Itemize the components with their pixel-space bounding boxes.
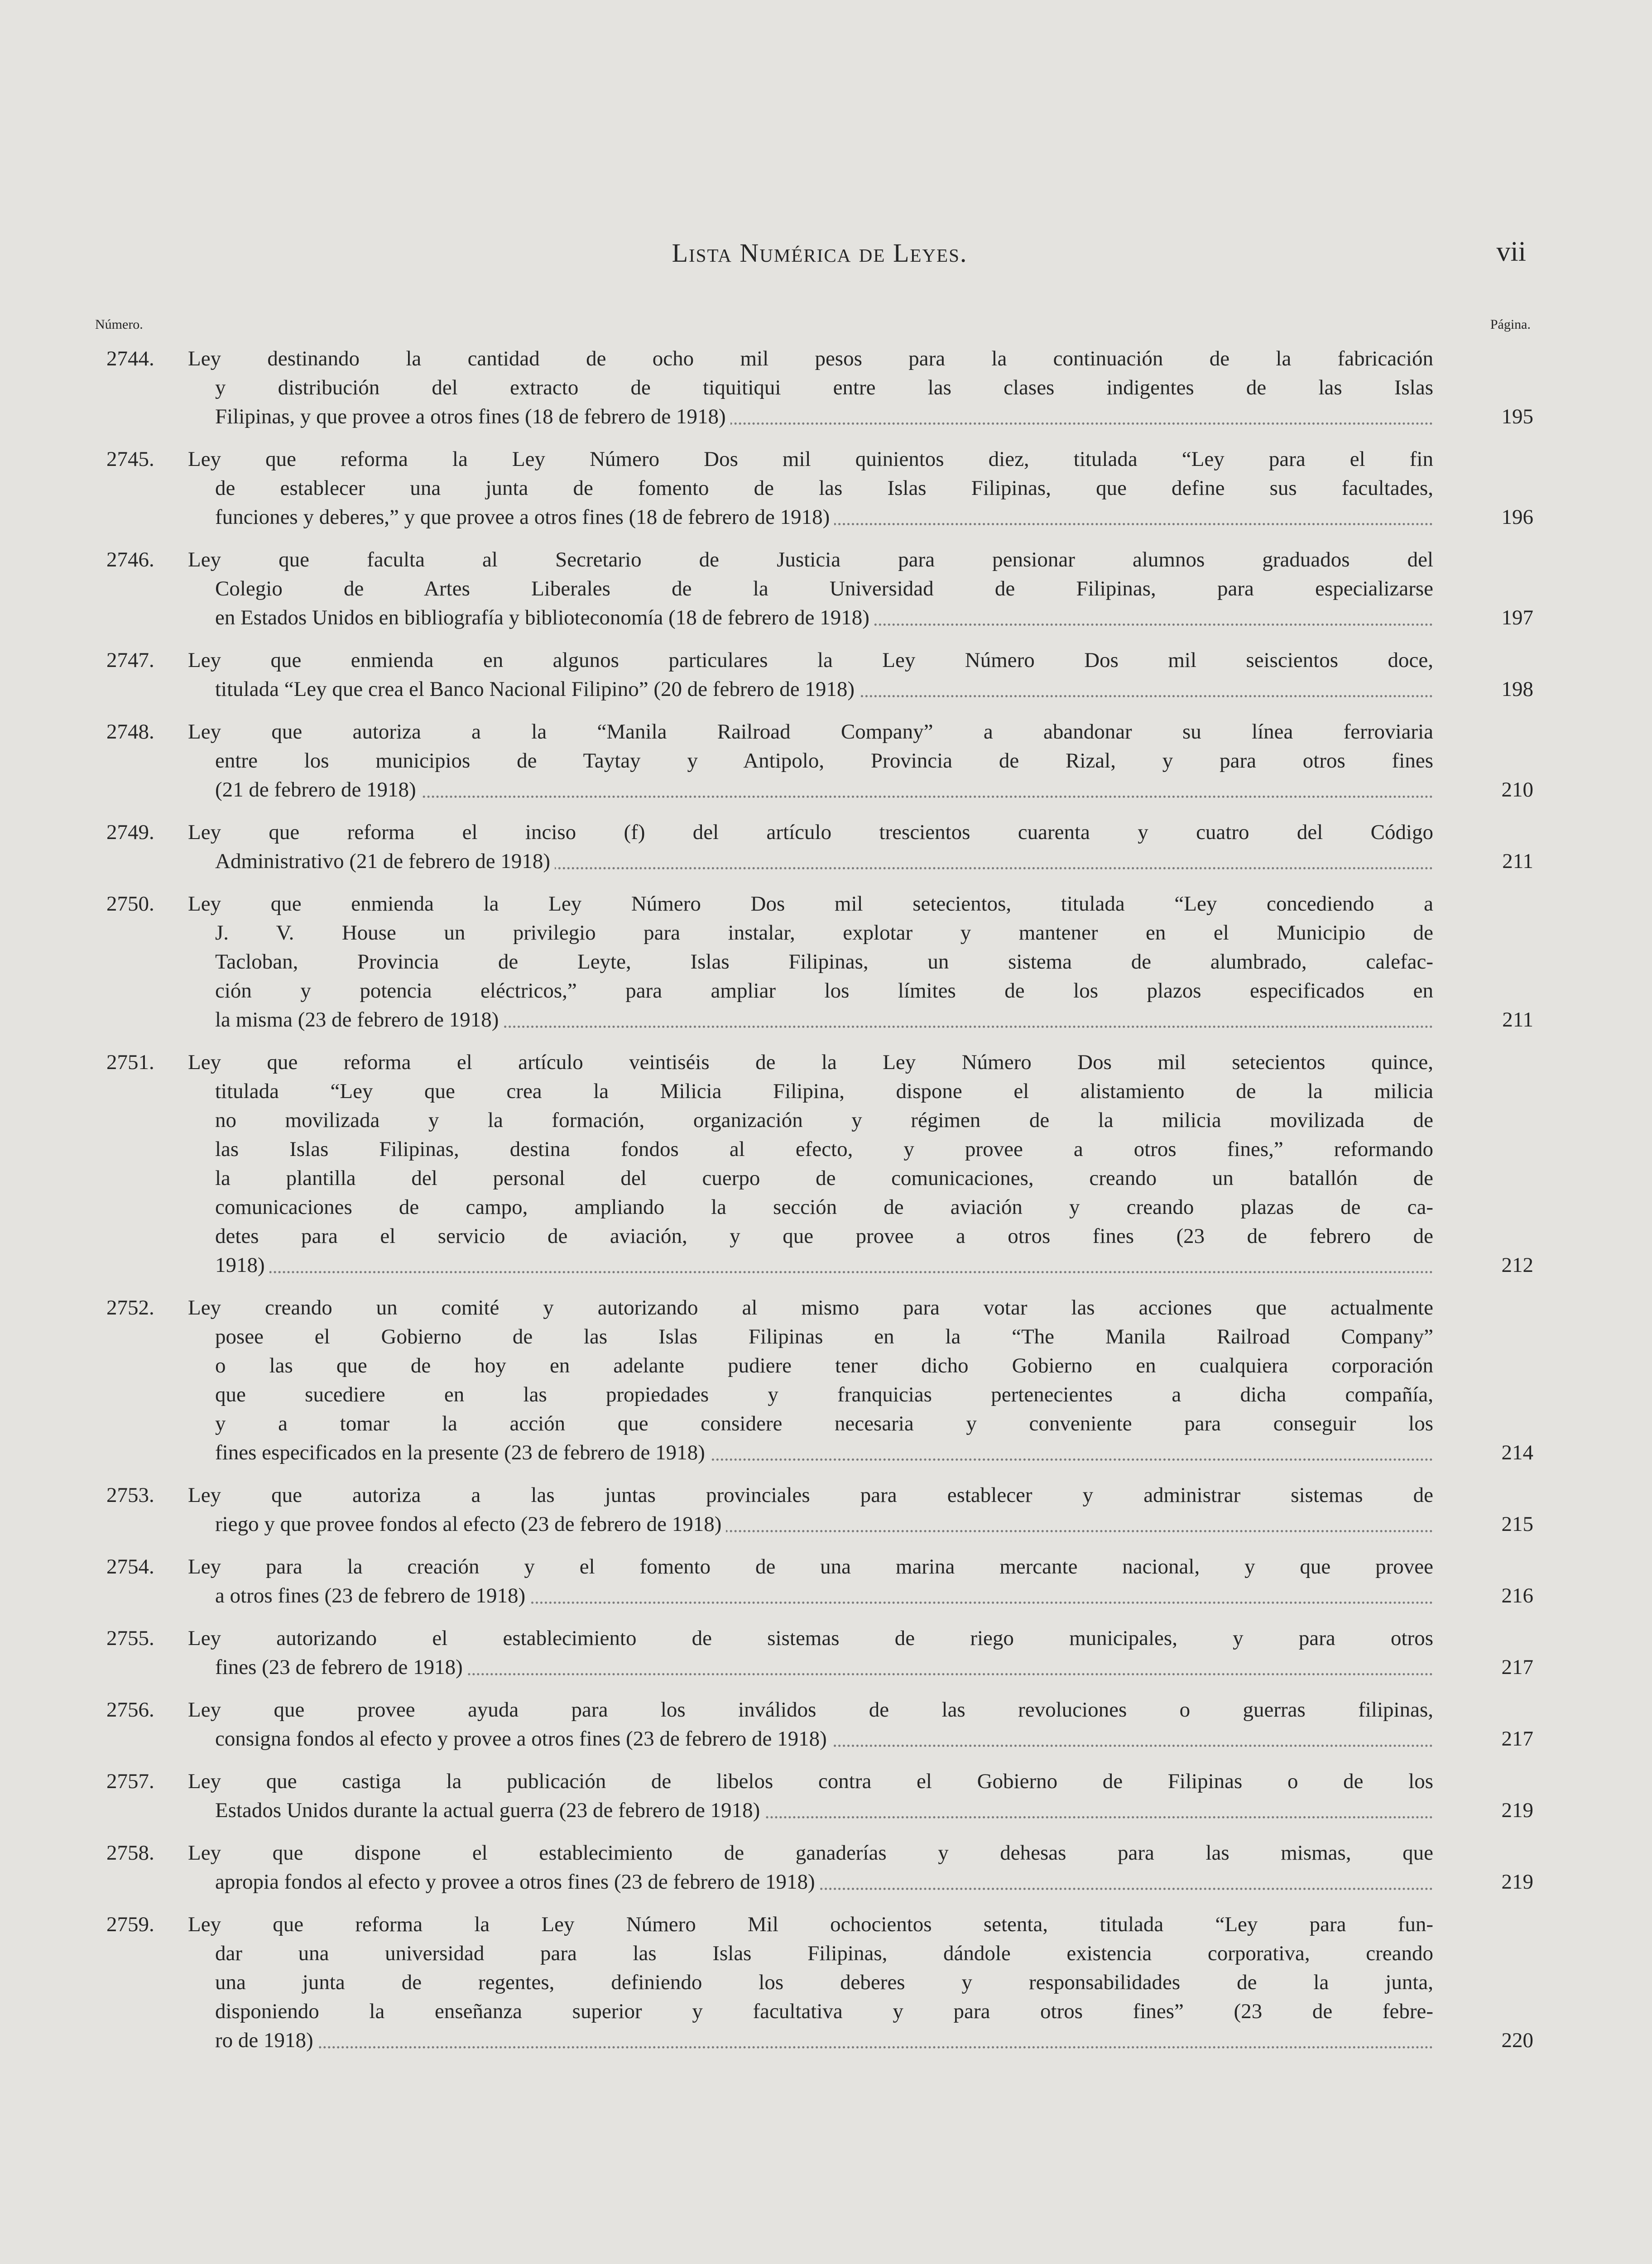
law-title-line	[215, 1164, 1433, 1193]
law-title-text: Ley que enmienda en algunos particulares la Ley Número Dos mil seiscientos doce,	[188, 648, 1433, 672]
law-title-line	[215, 1380, 1433, 1409]
law-entry	[0, 1293, 1652, 1467]
law-entry	[0, 1838, 1652, 1896]
law-title-line	[215, 1653, 1433, 1682]
law-title-text: Ley que autoriza a la “Manila Railroad Company” a abandonar su línea ferroviaria	[188, 720, 1433, 743]
law-title-line	[188, 1910, 1433, 1939]
law-page-number: 217	[1501, 1655, 1533, 1679]
law-title-line	[215, 775, 1433, 804]
law-entry	[0, 646, 1652, 704]
law-entry	[0, 1767, 1652, 1825]
law-title-line	[188, 1695, 1433, 1724]
law-title-line	[188, 1624, 1433, 1653]
law-number: 2756.	[106, 1698, 154, 1722]
law-title-line	[215, 1222, 1433, 1251]
law-title-text: no movilizada y la formación, organización y régimen de la milicia movilizada de	[215, 1108, 1433, 1132]
law-number: 2757.	[106, 1770, 154, 1793]
law-title-line	[215, 918, 1433, 947]
law-title-line	[215, 1997, 1433, 2026]
law-page-number: 197	[1501, 606, 1533, 629]
law-title-text: apropia fondos al efecto y provee a otros fines (23 de febrero de 1918)	[215, 1870, 820, 1894]
law-title-text: que sucediere en las propiedades y franquicias pertenecientes a dicha compañía,	[215, 1383, 1433, 1406]
law-title-text: la misma (23 de febrero de 1918)	[215, 1008, 503, 1031]
law-title-line	[215, 1968, 1433, 1997]
law-title-line	[215, 675, 1433, 704]
law-page-number: 211	[1502, 1008, 1533, 1031]
law-title-line	[215, 1106, 1433, 1135]
law-title-line	[215, 1193, 1433, 1222]
law-number: 2755.	[106, 1626, 154, 1650]
law-title-line	[188, 1838, 1433, 1867]
law-title-text: Ley que autoriza a las juntas provinciales para establecer y administrar sistemas de	[188, 1483, 1433, 1507]
law-title-line	[215, 474, 1433, 503]
law-title-line	[215, 1939, 1433, 1968]
law-title-line	[215, 1322, 1433, 1351]
law-page-number: 220	[1501, 2029, 1533, 2052]
law-number: 2750.	[106, 892, 154, 916]
law-title-line	[188, 1767, 1433, 1796]
law-number: 2748.	[106, 720, 154, 743]
law-entry	[0, 889, 1652, 1034]
law-number: 2745.	[106, 447, 154, 471]
law-title-line	[188, 717, 1433, 746]
law-title-line	[215, 1796, 1433, 1825]
page-number: vii	[1496, 236, 1526, 267]
law-title-text: de establecer una junta de fomento de las Islas Filipinas, que define sus facultades,	[215, 476, 1433, 500]
law-title-text: Tacloban, Provincia de Leyte, Islas Filipinas, un sistema de alumbrado, calefac-	[215, 950, 1433, 974]
law-title-text: Ley que enmienda la Ley Número Dos mil setecientos, titulada “Ley concediendo a	[188, 892, 1433, 916]
law-title-text: consigna fondos al efecto y provee a otros fines (23 de febrero de 1918)	[215, 1727, 831, 1751]
law-entry	[0, 1695, 1652, 1753]
law-page-number: 211	[1502, 849, 1533, 873]
law-title-line	[215, 1135, 1433, 1164]
law-number: 2752.	[106, 1296, 154, 1319]
law-title-line	[215, 1724, 1433, 1753]
law-entry	[0, 717, 1652, 804]
law-title-line	[188, 818, 1433, 847]
law-title-text: Ley que castiga la publicación de libelos contra el Gobierno de Filipinas o de los	[188, 1770, 1433, 1793]
law-title-text: Ley que reforma el inciso (f) del artículo trescientos cuarenta y cuatro del Código	[188, 820, 1433, 844]
law-title-text: y a tomar la acción que considere necesaria y conveniente para conseguir los	[215, 1412, 1433, 1435]
law-title-text: ción y potencia eléctricos,” para ampliar los límites de los plazos especificados en	[215, 979, 1433, 1002]
law-page-number: 195	[1501, 405, 1533, 428]
law-title-text: Ley destinando la cantidad de ocho mil pesos para la continuación de la fabricación	[188, 347, 1433, 370]
column-headings	[95, 317, 1531, 335]
law-title-line	[215, 1438, 1433, 1467]
column-heading-pagina: Página.	[1490, 317, 1531, 332]
law-title-line	[215, 574, 1433, 603]
law-title-line	[215, 947, 1433, 976]
law-title-text: y distribución del extracto de tiquitiqui entre las clases indigentes de las Islas	[215, 376, 1433, 399]
law-title-line	[188, 1552, 1433, 1581]
law-title-text: la plantilla del personal del cuerpo de comunicaciones, creando un batallón de	[215, 1166, 1433, 1190]
law-title-text: dar una universidad para las Islas Filipinas, dándole existencia corporativa, creando	[215, 1942, 1433, 1965]
law-title-line	[188, 445, 1433, 474]
law-title-line	[188, 1293, 1433, 1322]
law-number: 2754.	[106, 1555, 154, 1578]
law-title-line	[215, 1251, 1433, 1280]
law-number: 2746.	[106, 548, 154, 571]
law-title-line	[215, 603, 1433, 632]
law-title-text: comunicaciones de campo, ampliando la sección de aviación y creando plazas de ca-	[215, 1195, 1433, 1219]
law-title-text: posee el Gobierno de las Islas Filipinas en la “The Manila Railroad Company”	[215, 1325, 1433, 1348]
column-heading-numero: Número.	[95, 317, 143, 332]
law-title-line	[188, 889, 1433, 918]
law-title-text: Estados Unidos durante la actual guerra (23 de febrero de 1918)	[215, 1799, 764, 1822]
law-title-text: Ley que faculta al Secretario de Justicia para pensionar alumnos graduados del	[188, 548, 1433, 571]
running-title: Lista Numérica de Leyes.	[672, 238, 968, 268]
law-number: 2758.	[106, 1841, 154, 1865]
law-page-number: 217	[1501, 1727, 1533, 1751]
law-title-line	[215, 1351, 1433, 1380]
law-title-text: riego y que provee fondos al efecto (23 de febrero de 1918)	[215, 1512, 726, 1536]
law-entry	[0, 344, 1652, 431]
law-title-text: fines especificados en la presente (23 de febrero de 1918)	[215, 1441, 710, 1464]
law-title-line	[215, 373, 1433, 402]
law-page-number: 214	[1501, 1441, 1533, 1464]
law-title-line	[215, 1581, 1433, 1610]
law-title-line	[215, 746, 1433, 775]
law-title-line	[188, 344, 1433, 373]
law-title-text: en Estados Unidos en bibliografía y biblioteconomía (18 de febrero de 1918)	[215, 606, 874, 629]
law-title-line	[215, 1409, 1433, 1438]
law-title-text: detes para el servicio de aviación, y que provee a otros fines (23 de febrero de	[215, 1224, 1433, 1248]
law-title-text: J. V. House un privilegio para instalar, explotar y mantener en el Municipio de	[215, 921, 1433, 945]
law-title-text: Ley que reforma la Ley Número Mil ochocientos setenta, titulada “Ley para fun-	[188, 1913, 1433, 1936]
law-title-line	[215, 976, 1433, 1005]
law-title-text: ro de 1918)	[215, 2029, 318, 2052]
law-page-number: 216	[1501, 1584, 1533, 1607]
law-title-text: (21 de febrero de 1918)	[215, 778, 421, 801]
law-title-text: Ley creando un comité y autorizando al mismo para votar las acciones que actualmente	[188, 1296, 1433, 1319]
law-title-line	[188, 1481, 1433, 1510]
law-title-text: Colegio de Artes Liberales de la Universidad de Filipinas, para especializarse	[215, 577, 1433, 600]
law-number: 2753.	[106, 1483, 154, 1507]
law-title-text: Ley que provee ayuda para los inválidos de las revoluciones o guerras filipinas,	[188, 1698, 1433, 1722]
law-title-line	[215, 1867, 1433, 1896]
law-title-line	[215, 1510, 1433, 1539]
law-title-text: entre los municipios de Taytay y Antipolo, Provincia de Rizal, y para otros fines	[215, 749, 1433, 772]
law-title-text: funciones y deberes,” y que provee a otros fines (18 de febrero de 1918)	[215, 505, 834, 529]
law-entry	[0, 1552, 1652, 1610]
law-title-text: Administrativo (21 de febrero de 1918)	[215, 849, 555, 873]
law-page-number: 198	[1501, 677, 1533, 701]
law-entry	[0, 545, 1652, 632]
law-title-text: Ley autorizando el establecimiento de sistemas de riego municipales, y para otros	[188, 1626, 1433, 1650]
law-title-line	[215, 402, 1433, 431]
law-title-text: una junta de regentes, definiendo los deberes y responsabilidades de la junta,	[215, 1971, 1433, 1994]
law-title-line	[215, 1077, 1433, 1106]
law-title-text: Ley que reforma el artículo veintiséis de la Ley Número Dos mil setecientos quince,	[188, 1050, 1433, 1074]
law-title-text: disponiendo la enseñanza superior y facultativa y para otros fines” (23 de febre-	[215, 2000, 1433, 2023]
law-number: 2744.	[106, 347, 154, 370]
law-page-number: 219	[1501, 1799, 1533, 1822]
law-page-number: 196	[1501, 505, 1533, 529]
law-entry	[0, 818, 1652, 876]
law-entry	[0, 1048, 1652, 1280]
law-title-text: Ley que reforma la Ley Número Dos mil quinientos diez, titulada “Ley para el fin	[188, 447, 1433, 471]
law-entry	[0, 1624, 1652, 1682]
law-title-text: a otros fines (23 de febrero de 1918)	[215, 1584, 530, 1607]
law-title-text: Ley para la creación y el fomento de una marina mercante nacional, y que provee	[188, 1555, 1433, 1578]
law-title-line	[215, 1005, 1433, 1034]
law-page-number: 219	[1501, 1870, 1533, 1894]
law-title-line	[215, 847, 1433, 876]
law-page-number: 210	[1501, 778, 1533, 801]
law-title-line	[215, 503, 1433, 532]
law-title-line	[188, 646, 1433, 675]
law-page-number: 212	[1501, 1253, 1533, 1277]
law-title-text: fines (23 de febrero de 1918)	[215, 1655, 467, 1679]
law-entry	[0, 1481, 1652, 1539]
law-title-text: Filipinas, y que provee a otros fines (18 de febrero de 1918)	[215, 405, 730, 428]
law-title-text: las Islas Filipinas, destina fondos al efecto, y provee a otros fines,” reformando	[215, 1137, 1433, 1161]
law-entry	[0, 445, 1652, 532]
law-entry	[0, 1910, 1652, 2055]
page-header	[109, 238, 1531, 278]
law-title-text: titulada “Ley que crea la Milicia Filipina, dispone el alistamiento de la milicia	[215, 1079, 1433, 1103]
law-number: 2759.	[106, 1913, 154, 1936]
law-number: 2751.	[106, 1050, 154, 1074]
law-number: 2747.	[106, 648, 154, 672]
law-page-number: 215	[1501, 1512, 1533, 1536]
law-title-text: Ley que dispone el establecimiento de ganaderías y dehesas para las mismas, que	[188, 1841, 1433, 1865]
law-title-line	[188, 1048, 1433, 1077]
law-title-line	[215, 2026, 1433, 2055]
law-title-text: o las que de hoy en adelante pudiere tener dicho Gobierno en cualquiera corporación	[215, 1354, 1433, 1377]
law-title-text: 1918)	[215, 1253, 269, 1277]
law-title-line	[188, 545, 1433, 574]
law-title-text: titulada “Ley que crea el Banco Nacional Filipino” (20 de febrero de 1918)	[215, 677, 859, 701]
law-number: 2749.	[106, 820, 154, 844]
